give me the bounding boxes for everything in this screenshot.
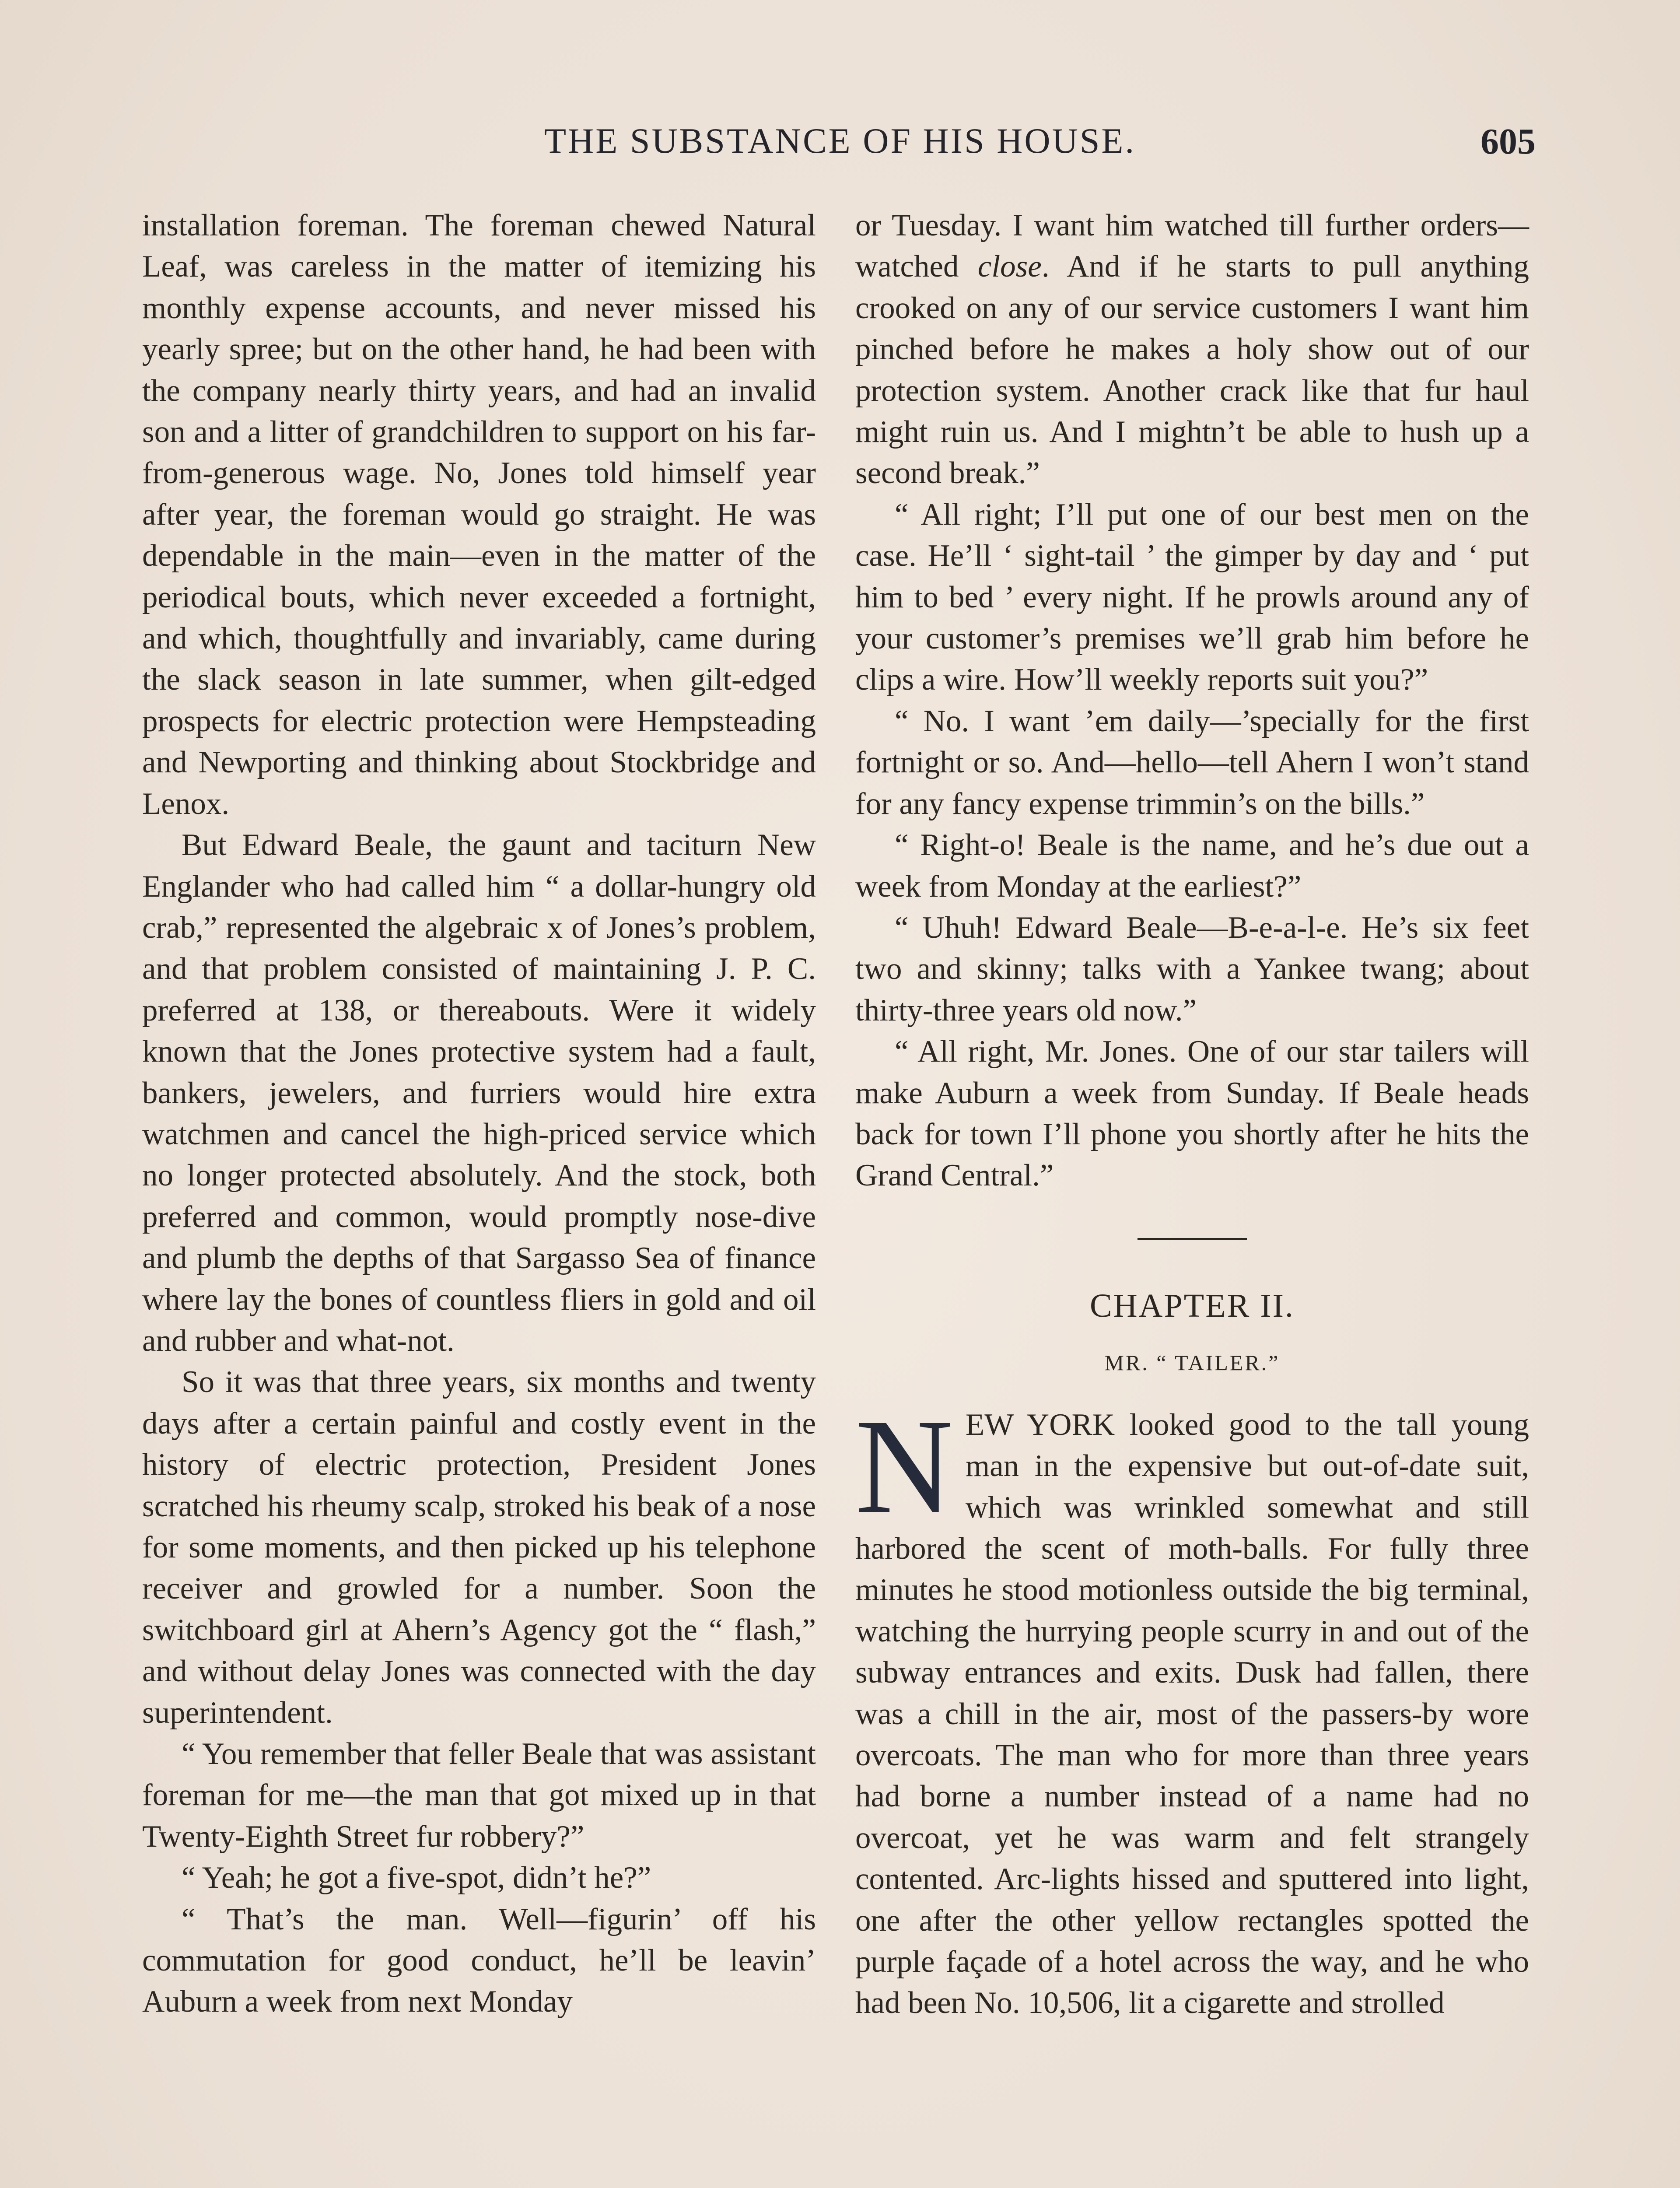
paragraph: “ Right-o! Beale is the name, and he’s due out a week from Monday at the earliest?” — [855, 828, 1529, 904]
paragraph: “ All right; I’ll put one of our best men on the case. He’ll ‘ sight-tail ’ the gimper by day and ‘ put him to bed ’ every night. If he prowls around any of your customer’s premises we’ll grab him before he clips a wire. How’ll weekly reports suit you?” — [855, 497, 1529, 697]
running-head: THE SUBSTANCE OF HIS HOUSE. — [544, 121, 1136, 161]
paragraph: “ You remember that feller Beale that was assistant foreman for me—the man that got mixed up in that Twenty-Eighth Street fur robbery?” — [142, 1737, 816, 1854]
paragraph: But Edward Beale, the gaunt and taciturn New Englander who had called him “ a dollar-hungry old crab,” represented the algebraic x of Jones’s problem, and that problem consisted of maintaining J. P. C. preferred at 138, or thereabouts. Were it widely known that the Jones protective system had a fault, bankers, jewelers, and furriers would hire extra watchmen and cancel the high-priced service which no longer protected absolutely. And the stock, both preferred and common, would promptly nose-dive and plumb the depths of that Sargasso Sea of finance where lay the bones of countless fliers in gold and oil and rubber and what-not. — [142, 828, 816, 1358]
chapter-subtitle: MR. “ TAILER.” — [1104, 1350, 1280, 1375]
paragraph-text: . And if he starts to pull anything crooked on any of our service customers I want him pinched before he makes a holy show out of our protection system. Another crack like that fur haul might ruin us. And I mightn’t be able to hush up a second break.” — [855, 249, 1529, 491]
paragraph: installation foreman. The foreman chewed Natural Leaf, was careless in the matter of itemizing his monthly expense accounts, and never missed his yearly spree; but on the other hand, he had been with the company nearly thirty years, and had an invalid son and a litter of grandchildren to support on his far-from-generous wage. No, Jones told himself year after year, the foreman would go straight. He was dependable in the main—even in the matter of the periodical bouts, which never exceeded a fortnight, and which, thoughtfully and invariably, came during the slack season in late summer, when gilt-edged prospects for electric protection were Hempsteading and Newporting and thinking about Stockbridge and Lenox. — [142, 208, 816, 821]
paragraph: “ That’s the man. Well—figurin’ off his commutation for good conduct, he’ll be leavin’ Auburn a week from next Monday — [142, 1902, 816, 2019]
paragraph: “ No. I want ’em daily—’specially for the first fortnight or so. And—hello—tell Ahern I won’t stand for any fancy expense trimmin’s on the bills.” — [855, 704, 1529, 821]
paragraph — [855, 1391, 1529, 2024]
page-number: 605 — [1480, 121, 1536, 162]
left-column — [142, 205, 816, 2023]
paragraph-text: EW YORK looked good to the tall young man in the expensive but out-of-date suit, which was wrinkled somewhat and still harbored the scent of moth-balls. For fully three minutes he stood motionless outside the big terminal, watching the hurrying people scurry in and out of the subway entrances and exits. Dusk had fallen, there was a chill in the air, most of the passers-by wore overcoats. The man who for more than three years had borne a number instead of a name had no overcoat, yet he was warm and felt strangely contented. Arc-lights hissed and sputtered into light, one after the other yellow rectangles spotted the purple façade of a hotel across the way, and he who had been No. 10,506, lit a cigarette and strolled — [855, 1407, 1529, 2020]
paragraph: “ All right, Mr. Jones. One of our star tailers will make Auburn a week from Sunday. If Beale heads back for town I’ll phone you shortly after he hits the Grand Central.” — [855, 1034, 1529, 1193]
page-header — [144, 120, 1536, 168]
emphasis: close — [977, 249, 1042, 284]
paragraph: “ Yeah; he got a five-spot, didn’t he?” — [182, 1861, 651, 1895]
chapter-title: CHAPTER II. — [1090, 1287, 1295, 1324]
paragraph: So it was that three years, six months and twenty days after a certain painful and costly event in the history of electric protection, President Jones scratched his rheumy scalp, stroked his beak of a nose for some moments, and then picked up his telephone receiver and growled for a number. Soon the switchboard girl at Ahern’s Agency got the “ flash,” and without delay Jones was connected with the day superintendent. — [142, 1365, 816, 1730]
paragraph — [855, 205, 1529, 494]
section-divider — [1138, 1238, 1247, 1240]
drop-cap: N — [855, 1391, 953, 1542]
paragraph: “ Uhuh! Edward Beale—B-e-a-l-e. He’s six feet two and skinny; talks with a Yankee twang; about thirty-three years old now.” — [855, 910, 1529, 1027]
paragraph-text: or Tuesday. I want him watched till further orders—watched — [855, 208, 1529, 284]
right-column — [855, 205, 1529, 2024]
